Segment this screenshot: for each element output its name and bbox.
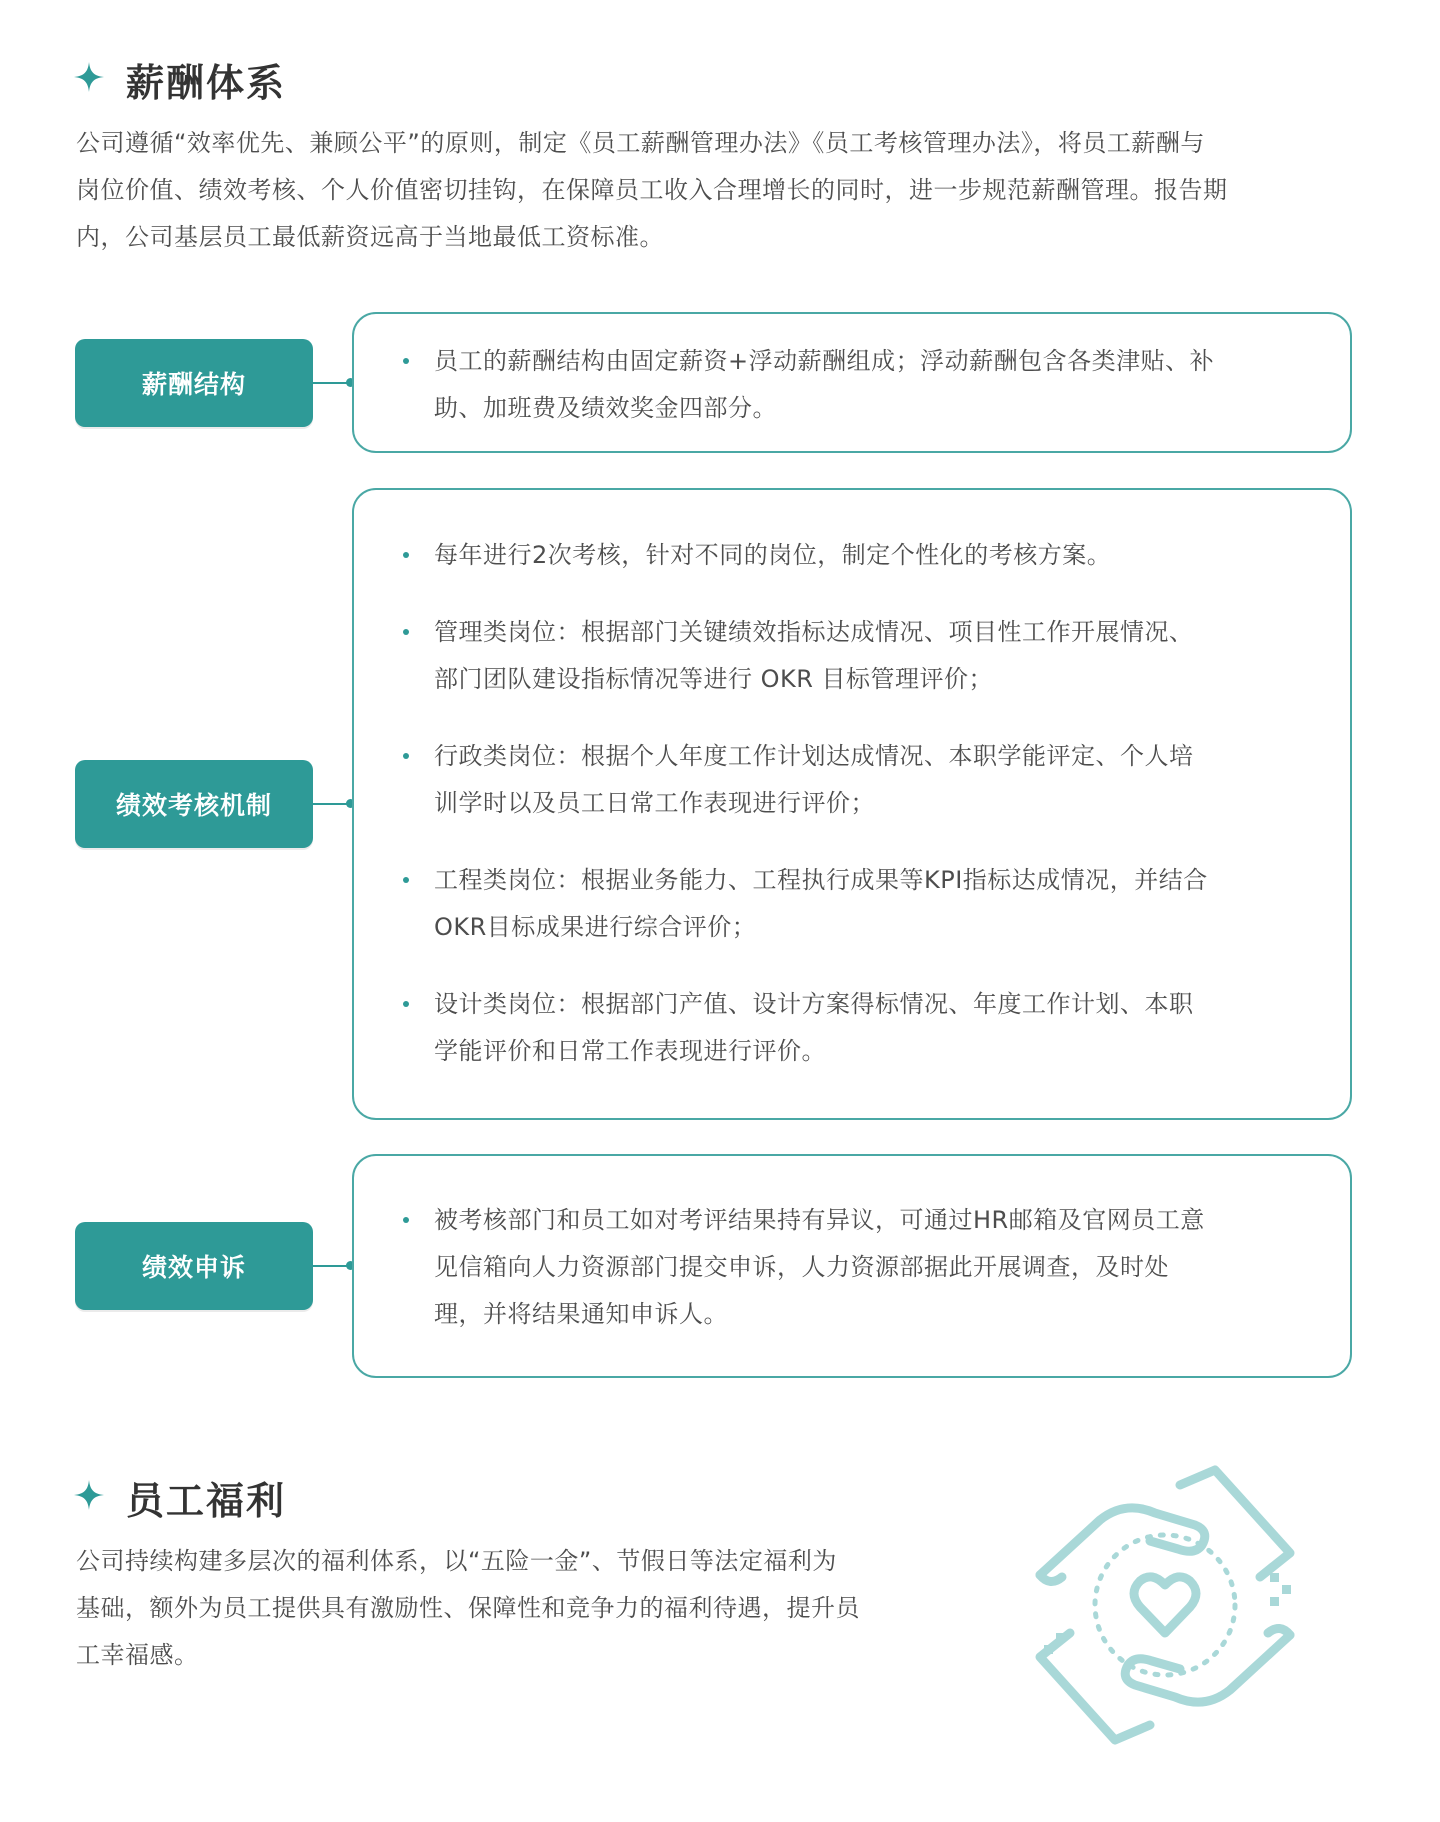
salary-intro-line: 内，公司基层员工最低薪资远高于当地最低工资标准。: [76, 223, 664, 251]
list-item: [354, 532, 1350, 579]
welfare-intro-line: 公司持续构建多层次的福利体系，以“五险一金”、节假日等法定福利为: [76, 1547, 837, 1575]
list-item: [354, 338, 1350, 432]
list-item: [354, 609, 1350, 703]
tag-performance-review: 绩效考核机制: [75, 760, 313, 848]
welfare-intro: [76, 1538, 976, 1679]
salary-intro-line: 岗位价值、绩效考核、个人价值密切挂钩，在保障员工收入合理增长的同时，进一步规范薪酬管理。报告期: [76, 176, 1228, 204]
sparkle-icon: [74, 62, 104, 92]
list-item-line: 员工的薪酬结构由固定薪资+浮动薪酬组成；浮动薪酬包含各类津贴、补: [434, 347, 1215, 375]
section-title-welfare: 员工福利: [126, 1479, 287, 1523]
list-item-line: 被考核部门和员工如对考评结果持有异议，可通过HR邮箱及官网员工意: [434, 1206, 1205, 1234]
list-item-line: 每年进行2次考核，针对不同的岗位，制定个性化的考核方案。: [434, 541, 1112, 569]
salary-intro-line: 公司遵循“效率优先、兼顾公平”的原则，制定《员工薪酬管理办法》《员工考核管理办法》，将员工薪酬与: [76, 129, 1205, 157]
list-item-line: 管理类岗位：根据部门关键绩效指标达成情况、项目性工作开展情况、: [434, 618, 1194, 646]
list-item-line: 设计类岗位：根据部门产值、设计方案得标情况、年度工作计划、本职: [434, 990, 1194, 1018]
salary-intro: [76, 120, 1366, 261]
list-item-line: OKR目标成果进行综合评价；: [434, 913, 757, 941]
list-item-line: 行政类岗位：根据个人年度工作计划达成情况、本职学能评定、个人培: [434, 742, 1194, 770]
hands-holding-heart-icon: [1030, 1465, 1300, 1745]
welfare-intro-line: 基础，额外为员工提供具有激励性、保障性和竞争力的福利待遇，提升员: [76, 1594, 860, 1622]
list-item-line: 理，并将结果通知申诉人。: [434, 1300, 728, 1328]
list-item: [354, 981, 1350, 1075]
list-item-line: 学能评价和日常工作表现进行评价。: [434, 1037, 826, 1065]
section-title-salary: 薪酬体系: [126, 61, 287, 105]
list-item-line: 训学时以及员工日常工作表现进行评价；: [434, 789, 875, 817]
welfare-intro-line: 工幸福感。: [76, 1641, 199, 1669]
list-item: [354, 857, 1350, 951]
list-item-line: 工程类岗位：根据业务能力、工程执行成果等KPI指标达成情况，并结合: [434, 866, 1208, 894]
performance-appeal-box: [352, 1154, 1352, 1378]
list-item-line: 助、加班费及绩效奖金四部分。: [434, 394, 777, 422]
list-item-line: 部门团队建设指标情况等进行 OKR 目标管理评价；: [434, 665, 994, 693]
list-item: [354, 1197, 1350, 1338]
salary-structure-box: [352, 312, 1352, 453]
tag-salary-structure: 薪酬结构: [75, 339, 313, 427]
sparkle-icon: [74, 1480, 104, 1510]
list-item-line: 见信箱向人力资源部门提交申诉，人力资源部据此开展调查，及时处: [434, 1253, 1169, 1281]
tag-performance-appeal: 绩效申诉: [75, 1222, 313, 1310]
performance-review-box: [352, 488, 1352, 1120]
list-item: [354, 733, 1350, 827]
